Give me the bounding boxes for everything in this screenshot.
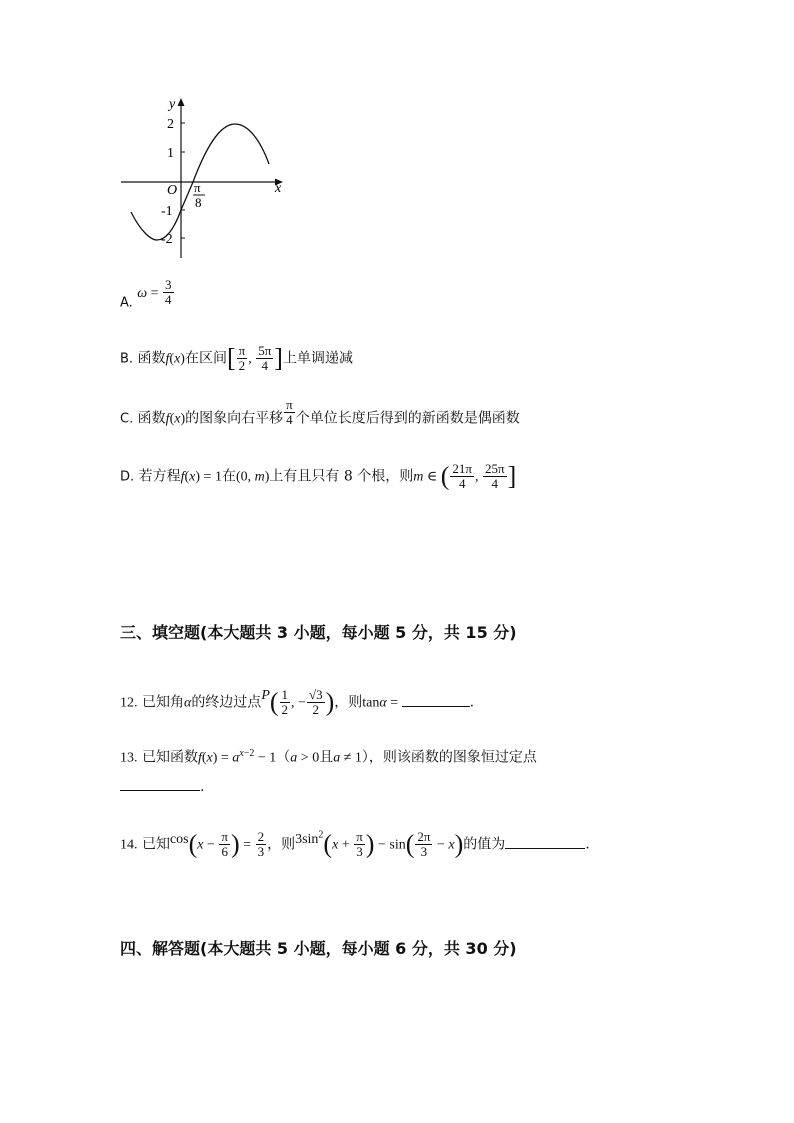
tick-label-m2: -2 (161, 232, 173, 247)
tick-label-2: 2 (167, 117, 174, 132)
section-4-heading: 四、解答题(本大题共 5 小题，每小题 6 分，共 30 分) (120, 939, 517, 958)
y-axis-arrow (178, 98, 185, 106)
x-mark-numerator: π (194, 180, 201, 195)
q12-number: 12. (120, 695, 138, 711)
option-d: D. 若方程f(x) = 1在(0, m)上有且只有 8 个根，则m ∈ ( $\frac{21\pi}{4}$ , $\frac{25\pi}{4}$ ] (120, 461, 517, 491)
section-3-heading: 三、填空题(本大题共 3 小题，每小题 5 分，共 15 分) (120, 623, 517, 642)
option-b: B. 函数f(x)在区间[ $\frac{\pi}{2}$ , $\frac{5\pi}{4}$ ]上单调递减 (120, 343, 353, 373)
question-12: 12. 已知角α的终边过点P( $\frac{1}{2}$ , − $\frac{√3}{2}$ )，则tanα = . (120, 687, 475, 717)
y-axis-label: y (169, 97, 176, 112)
option-d-label: D. (120, 469, 135, 485)
sine-graph (115, 92, 295, 264)
origin-label: O (167, 183, 178, 198)
option-a-label: A. (120, 295, 133, 311)
q13-answer-blank[interactable] (120, 776, 200, 791)
question-13: 13. 已知函数$f(x) = a^{x-2} - 1(a > 0$且a ≠ 1），则该函数的图象恒过定点 (120, 748, 537, 766)
option-a: A. ω = $\frac{3}{4}$ (120, 277, 172, 311)
tick-label-m1: -1 (161, 204, 173, 219)
option-c: C. 函数f(x)的图象向右平移 $\frac{\pi}{4}$ 个单位长度后得到的新函数是偶函数 (120, 397, 520, 427)
x-axis-label: x (275, 181, 282, 196)
q12-answer-blank[interactable] (402, 692, 470, 707)
x-mark-denominator: 8 (195, 195, 202, 210)
q14-number: 14. (120, 837, 138, 853)
q14-answer-blank[interactable] (505, 834, 585, 849)
tick-label-1: 1 (167, 146, 174, 161)
question-14: 14. 已知cos(x − $\frac{\pi}{6}$ ) = $\frac{2}{3}$ ，则$3\sin^2(x$ + $\frac{\pi}{3}$ ) − sin( $\frac{2\pi}{3}$ − x)的值为 . (120, 828, 590, 859)
option-c-label: C. (120, 411, 134, 427)
omega-value: $\frac{3}{4}$ (165, 277, 172, 307)
option-b-label: B. (120, 351, 134, 367)
q13-number: 13. (120, 750, 138, 766)
question-13-answer-line: . (120, 776, 204, 797)
